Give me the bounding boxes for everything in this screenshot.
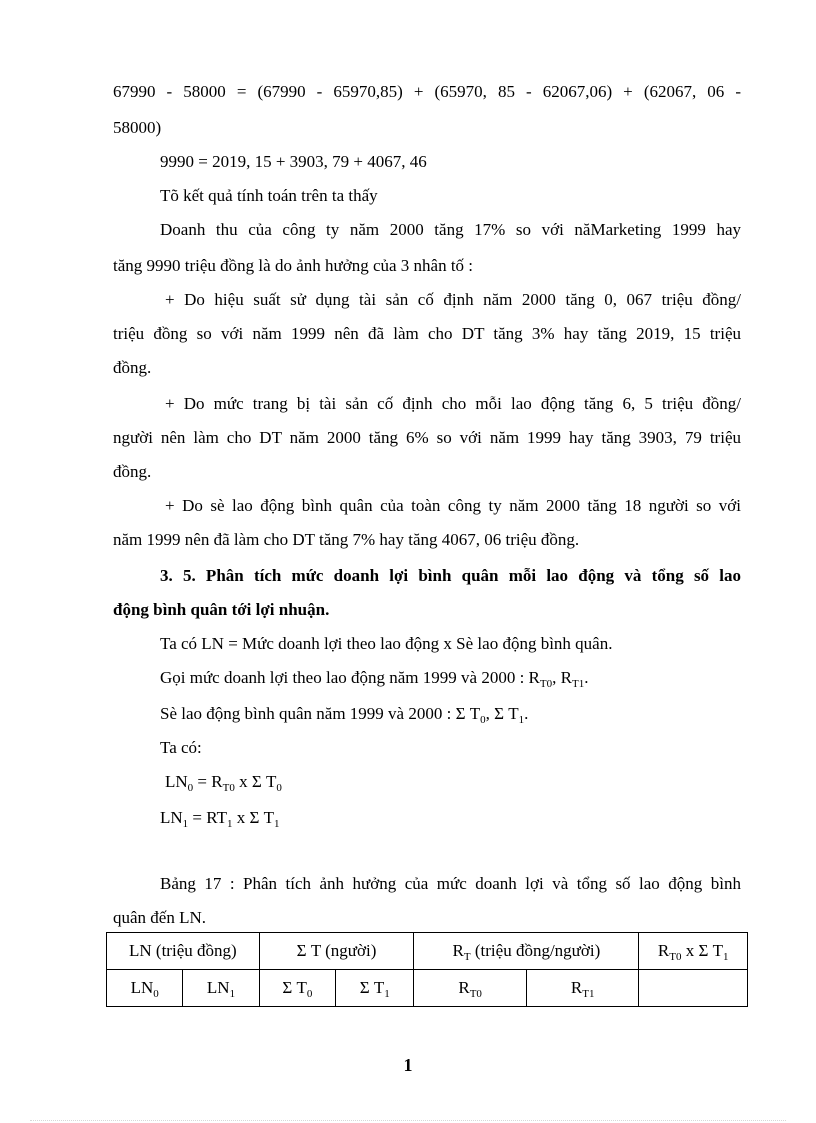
header-cell: Σ T (người) xyxy=(259,933,414,970)
page-number: 1 xyxy=(403,1055,413,1075)
section-heading: động bình quân tới lợi nhuận. xyxy=(113,600,330,619)
text-line: Ta có LN = Mức doanh lợi theo lao động x Sè lao động bình quân. xyxy=(160,634,613,653)
header-cell: LN (triệu đồng) xyxy=(107,933,260,970)
section-heading: 3. 5. Phân tích mức doanh lợi bình quân mỗi lao động và tổng số lao xyxy=(160,566,741,585)
text-line: 67990 - 58000 = (67990 - 65970,85) + (65970, 85 - 62067,06) + (62067, 06 - xyxy=(113,82,741,101)
text-line: Ta có: xyxy=(160,738,202,757)
text-line: + Do sè lao động bình quân của toàn công ty năm 2000 tăng 18 người so với xyxy=(165,496,741,515)
text-line: đồng. xyxy=(113,358,152,377)
text-line: 58000) xyxy=(113,118,162,137)
table-caption: quân đến LN. xyxy=(113,908,207,927)
table-cell: $R_{T0}$ xyxy=(414,970,527,1007)
data-table xyxy=(106,932,748,1007)
table-header-row xyxy=(107,933,748,970)
text-line: người nên làm cho DT năm 2000 tăng 6% so với năm 1999 hay tăng 3903, 79 triệu xyxy=(113,428,741,447)
text-line: Gọi mức doanh lợi theo lao động năm 1999 và 2000 : $R_{T0}$, $R_{T1}$. xyxy=(160,668,589,690)
table-cell: Σ $T_1$ xyxy=(336,970,414,1007)
table-cell: $LN_0$ xyxy=(107,970,183,1007)
text-line: + Do mức trang bị tài sản cố định cho mỗi lao động tăng 6, 5 triệu đồng/ xyxy=(165,394,741,413)
text-line: triệu đồng so với năm 1999 nên đã làm cho DT tăng 3% hay tăng 2019, 15 triệu xyxy=(113,324,741,343)
text-line: Sè lao động bình quân năm 1999 và 2000 : Σ $T_0$, Σ $T_1$. xyxy=(160,704,529,726)
formula-line: $LN_0 = R_{T0}$ x Σ $T_0$ xyxy=(165,772,282,794)
text-line: năm 1999 nên đã làm cho DT tăng 7% hay tăng 4067, 06 triệu đồng. xyxy=(113,530,580,549)
header-cell: $R_{T0}$ x Σ $T_1$ xyxy=(639,933,748,970)
text-line: Tõ kết quả tính toán trên ta thấy xyxy=(160,186,378,205)
table-cell: Σ $T_0$ xyxy=(259,970,335,1007)
formula-line: $LN_1 = RT_1$ x Σ $T_1$ xyxy=(160,808,280,830)
text-line: 9990 = 2019, 15 + 3903, 79 + 4067, 46 xyxy=(160,152,427,171)
table-cell: $R_{T1}$ xyxy=(526,970,639,1007)
table-cell: $LN_1$ xyxy=(183,970,259,1007)
table-cell-empty xyxy=(639,970,748,1007)
header-cell: $R_T$ (triệu đồng/người) xyxy=(414,933,639,970)
table-caption: Bảng 17 : Phân tích ảnh hưởng của mức doanh lợi và tổng số lao động bình xyxy=(160,874,741,893)
text-line: đồng. xyxy=(113,462,152,481)
table-row xyxy=(107,970,748,1007)
text-line: tăng 9990 triệu đồng là do ảnh hưởng của 3 nhân tố : xyxy=(113,256,474,275)
text-line: Doanh thu của công ty năm 2000 tăng 17% so với năMarketing 1999 hay xyxy=(160,220,741,239)
text-line: + Do hiệu suất sử dụng tài sản cố định năm 2000 tăng 0, 067 triệu đồng/ xyxy=(165,290,741,309)
page-border-divider xyxy=(30,1120,786,1121)
